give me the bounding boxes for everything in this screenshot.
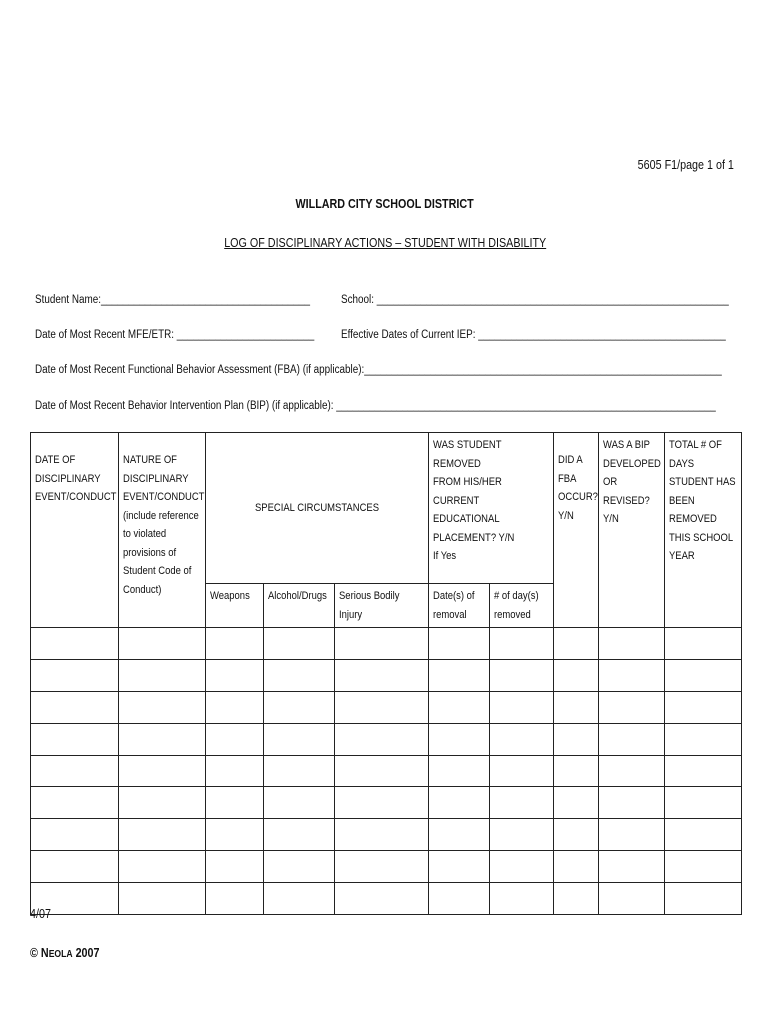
- copyright-notice: [30, 946, 99, 960]
- header-nature-of-event-label: NATURE OF DISCIPLINARY EVENT/CONDUCT (include reference to violated provisions of Student Code of Conduct): [123, 454, 205, 596]
- copyright-name-rest: EOLA: [48, 949, 73, 960]
- table-cell[interactable]: [31, 628, 119, 660]
- table-cell[interactable]: [554, 851, 599, 883]
- table-cell[interactable]: [429, 628, 490, 660]
- revision-date: 4/07: [30, 907, 51, 921]
- table-row: [31, 787, 742, 819]
- table-cell[interactable]: [119, 659, 206, 691]
- form-subtitle: [0, 236, 770, 250]
- header-student-removed-label: WAS STUDENT REMOVED FROM HIS/HER CURRENT EDUCATIONAL PLACEMENT? Y/N If Yes: [433, 439, 515, 562]
- table-cell[interactable]: [490, 755, 554, 787]
- table-cell[interactable]: [264, 819, 335, 851]
- table-row: [31, 755, 742, 787]
- table-cell[interactable]: [335, 723, 429, 755]
- iep-dates-field[interactable]: Effective Dates of Current IEP: _____________________________________________: [341, 329, 726, 341]
- table-cell[interactable]: [206, 851, 264, 883]
- form-subtitle-text: LOG OF DISCIPLINARY ACTIONS – STUDENT WITH DISABILITY: [224, 236, 546, 250]
- bip-date-field[interactable]: Date of Most Recent Behavior Intervention Plan (BIP) (if applicable): _____________________________________________________________________: [35, 400, 716, 412]
- table-cell[interactable]: [335, 691, 429, 723]
- table-cell[interactable]: [429, 755, 490, 787]
- student-name-field[interactable]: Student Name:______________________________________: [35, 294, 310, 306]
- table-cell[interactable]: [206, 723, 264, 755]
- table-cell[interactable]: [119, 787, 206, 819]
- table-row: [31, 628, 742, 660]
- table-cell[interactable]: [429, 851, 490, 883]
- table-cell[interactable]: [429, 691, 490, 723]
- table-cell[interactable]: [554, 723, 599, 755]
- school-field[interactable]: School: ________________________________________________________________: [341, 294, 729, 306]
- table-row: [31, 819, 742, 851]
- header-date-of-event-label: DATE OF DISCIPLINARY EVENT/CONDUCT: [35, 454, 117, 503]
- header-alcohol-drugs: [264, 584, 335, 628]
- table-cell[interactable]: [335, 755, 429, 787]
- header-nature-of-event: [119, 433, 206, 628]
- table-cell[interactable]: [429, 819, 490, 851]
- header-weapons: [206, 584, 264, 628]
- table-cell[interactable]: [554, 755, 599, 787]
- table-cell[interactable]: [119, 819, 206, 851]
- fba-date-field[interactable]: Date of Most Recent Functional Behavior Assessment (FBA) (if applicable):_________________________________________________________________: [35, 364, 722, 376]
- table-cell[interactable]: [554, 691, 599, 723]
- table-cell[interactable]: [31, 723, 119, 755]
- header-special-circumstances-label: SPECIAL CIRCUMSTANCES: [254, 501, 380, 514]
- table-cell[interactable]: [665, 819, 742, 851]
- table-cell[interactable]: [119, 883, 206, 915]
- header-date-of-event: [31, 433, 119, 628]
- table-cell[interactable]: [665, 628, 742, 660]
- table-cell[interactable]: [335, 659, 429, 691]
- header-fba-occur-label: DID A FBA OCCUR? Y/N: [558, 454, 598, 522]
- table-cell[interactable]: [429, 659, 490, 691]
- table-cell[interactable]: [31, 851, 119, 883]
- table-cell[interactable]: [119, 723, 206, 755]
- table-cell[interactable]: [335, 851, 429, 883]
- header-special-circumstances: [206, 433, 429, 584]
- table-cell[interactable]: [206, 883, 264, 915]
- table-cell[interactable]: [335, 787, 429, 819]
- table-cell[interactable]: [554, 628, 599, 660]
- table-cell[interactable]: [490, 628, 554, 660]
- table-cell[interactable]: [335, 819, 429, 851]
- table-cell[interactable]: [31, 787, 119, 819]
- header-days-removed-label: # of day(s) removed: [494, 590, 539, 621]
- table-cell[interactable]: [206, 819, 264, 851]
- table-cell[interactable]: [264, 628, 335, 660]
- page-reference: 5605 F1/page 1 of 1: [637, 158, 734, 172]
- header-total-days: [665, 433, 742, 628]
- header-student-removed: [429, 433, 554, 584]
- table-cell[interactable]: [264, 883, 335, 915]
- table-cell[interactable]: [599, 787, 665, 819]
- table-cell[interactable]: [429, 787, 490, 819]
- table-cell[interactable]: [119, 691, 206, 723]
- table-cell[interactable]: [264, 755, 335, 787]
- table-cell[interactable]: [599, 659, 665, 691]
- table-cell[interactable]: [119, 851, 206, 883]
- header-dates-of-removal: [429, 584, 490, 628]
- header-total-days-label: TOTAL # OF DAYS STUDENT HAS BEEN REMOVED THIS SCHOOL YEAR: [669, 439, 736, 562]
- header-bip-developed-label: WAS A BIP DEVELOPED OR REVISED? Y/N: [603, 439, 661, 525]
- table-cell[interactable]: [31, 691, 119, 723]
- table-cell[interactable]: [599, 691, 665, 723]
- header-dates-of-removal-label: Date(s) of removal: [433, 590, 475, 621]
- table-cell[interactable]: [264, 787, 335, 819]
- table-cell[interactable]: [119, 755, 206, 787]
- table-cell[interactable]: [599, 628, 665, 660]
- copyright-initial: N: [40, 946, 49, 960]
- table-cell[interactable]: [665, 755, 742, 787]
- table-cell[interactable]: [665, 883, 742, 915]
- table-cell[interactable]: [599, 851, 665, 883]
- table-cell[interactable]: [554, 819, 599, 851]
- table-cell[interactable]: [665, 691, 742, 723]
- table-cell[interactable]: [599, 723, 665, 755]
- copyright-year: 2007: [75, 946, 100, 960]
- table-cell[interactable]: [490, 851, 554, 883]
- table-cell[interactable]: [554, 883, 599, 915]
- table-cell[interactable]: [490, 723, 554, 755]
- table-cell[interactable]: [665, 787, 742, 819]
- table-cell[interactable]: [429, 723, 490, 755]
- log-body: [31, 628, 742, 915]
- table-cell[interactable]: [335, 628, 429, 660]
- header-fba-occur: [554, 433, 599, 628]
- table-cell[interactable]: [429, 883, 490, 915]
- table-row: [31, 691, 742, 723]
- header-days-removed: [490, 584, 554, 628]
- header-bip-developed: [599, 433, 665, 628]
- table-cell[interactable]: [665, 659, 742, 691]
- table-cell[interactable]: [665, 723, 742, 755]
- table-cell[interactable]: [119, 628, 206, 660]
- table-cell[interactable]: [335, 883, 429, 915]
- table-cell[interactable]: [490, 691, 554, 723]
- table-cell[interactable]: [490, 787, 554, 819]
- table-row: [31, 851, 742, 883]
- table-cell[interactable]: [31, 755, 119, 787]
- mfe-etr-date-field[interactable]: Date of Most Recent MFE/ETR: _________________________: [35, 329, 315, 341]
- table-row: [31, 723, 742, 755]
- table-cell[interactable]: [490, 883, 554, 915]
- table-cell[interactable]: [665, 851, 742, 883]
- table-cell[interactable]: [31, 819, 119, 851]
- table-cell[interactable]: [264, 851, 335, 883]
- header-serious-bodily-injury-label: Serious Bodily Injury: [339, 590, 400, 621]
- table-cell[interactable]: [554, 787, 599, 819]
- table-cell[interactable]: [31, 659, 119, 691]
- table-cell[interactable]: [264, 691, 335, 723]
- table-cell[interactable]: [264, 659, 335, 691]
- table-cell[interactable]: [490, 659, 554, 691]
- table-cell[interactable]: [599, 883, 665, 915]
- header-weapons-label: Weapons: [210, 590, 250, 602]
- header-serious-bodily-injury: [335, 584, 429, 628]
- table-cell[interactable]: [206, 787, 264, 819]
- table-cell[interactable]: [206, 659, 264, 691]
- table-cell[interactable]: [206, 628, 264, 660]
- district-title: [0, 197, 770, 211]
- table-cell[interactable]: [490, 819, 554, 851]
- table-cell[interactable]: [599, 819, 665, 851]
- table-cell[interactable]: [599, 755, 665, 787]
- copyright-symbol: ©: [30, 946, 38, 960]
- header-row-top: [31, 433, 742, 584]
- disciplinary-log-table: [30, 432, 742, 915]
- header-alcohol-drugs-label: Alcohol/Drugs: [268, 590, 327, 602]
- table-cell[interactable]: [554, 659, 599, 691]
- district-title-text: WILLARD CITY SCHOOL DISTRICT: [295, 197, 475, 211]
- table-cell[interactable]: [264, 723, 335, 755]
- table-cell[interactable]: [206, 755, 264, 787]
- table-row: [31, 659, 742, 691]
- table-row: [31, 883, 742, 915]
- table-cell[interactable]: [206, 691, 264, 723]
